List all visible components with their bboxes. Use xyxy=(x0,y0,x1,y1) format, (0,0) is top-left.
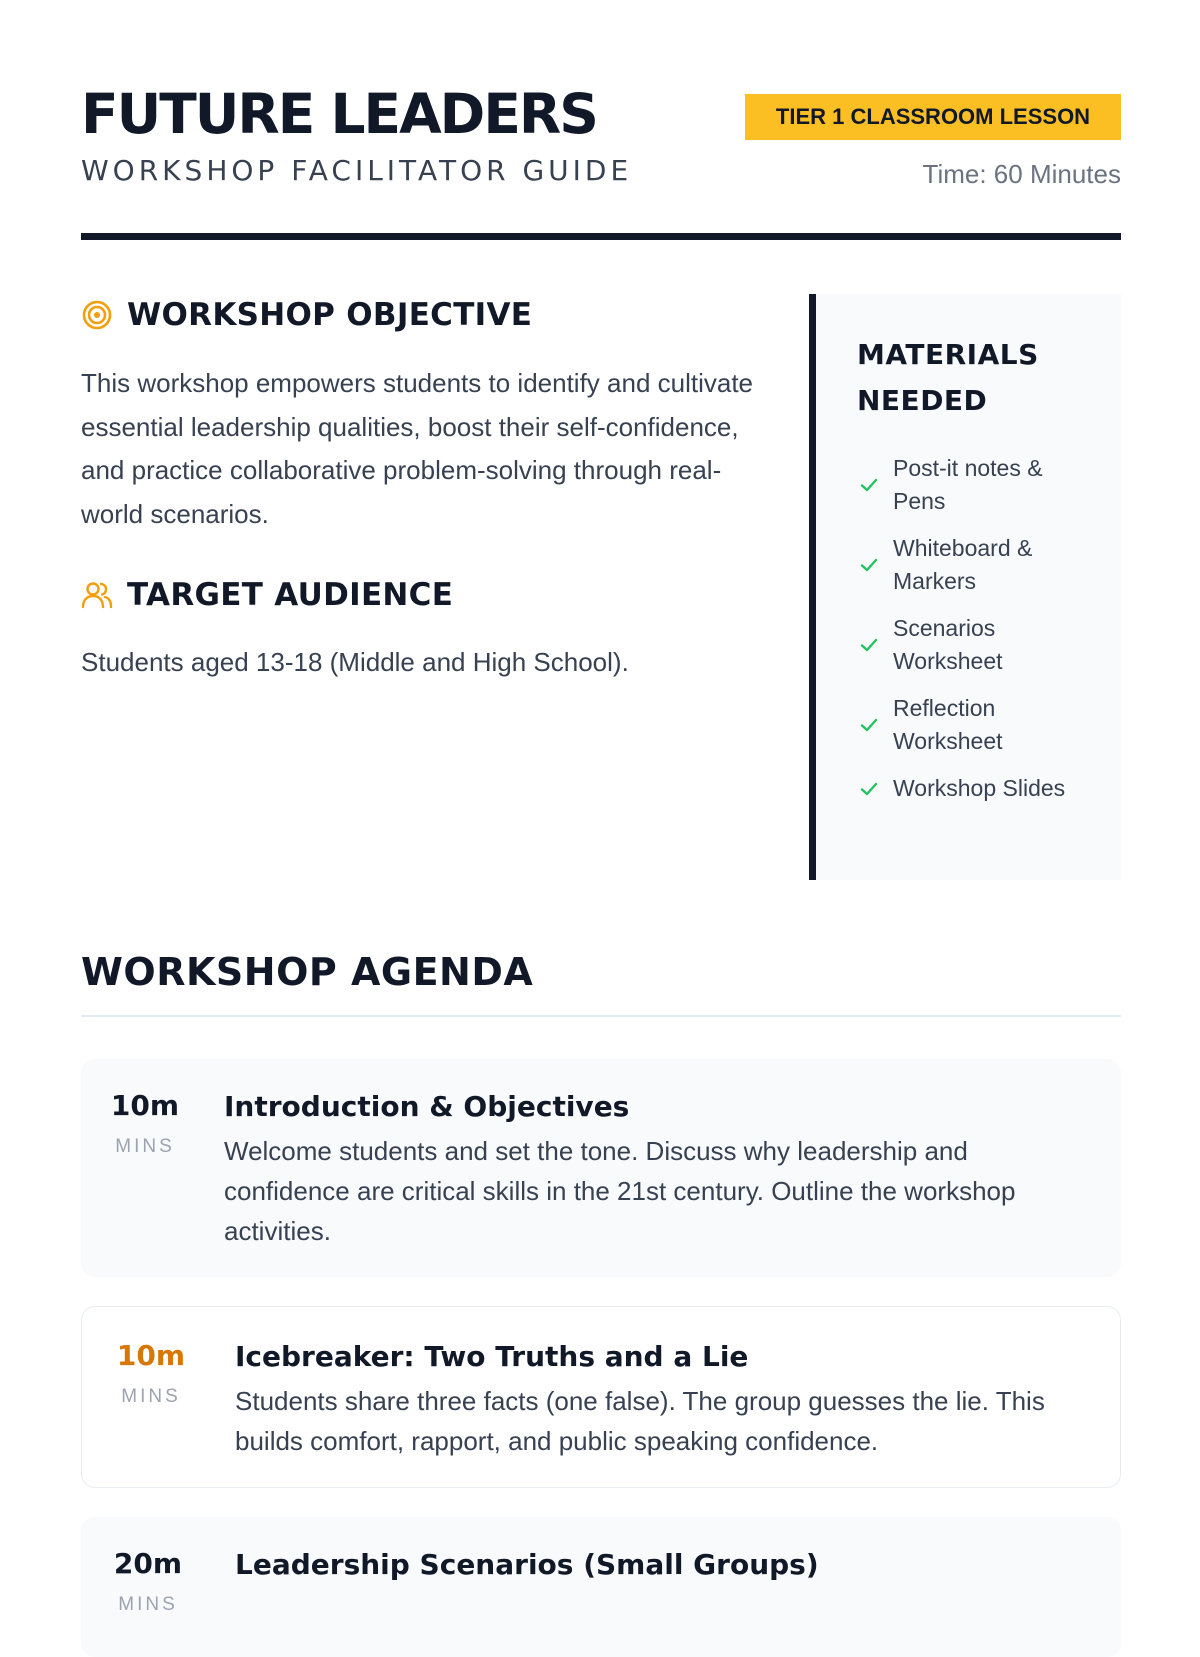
tier-badge: TIER 1 CLASSROOM LESSON xyxy=(745,94,1121,140)
agenda-item xyxy=(81,1517,1121,1657)
materials-item xyxy=(857,692,1107,758)
duration-value: 10m xyxy=(116,1339,186,1372)
materials-item xyxy=(857,772,1107,805)
duration-value: 10m xyxy=(110,1089,180,1122)
duration-value: 20m xyxy=(113,1547,183,1580)
check-icon xyxy=(857,713,881,737)
duration-unit: MINS xyxy=(118,1594,178,1615)
agenda-item xyxy=(81,1059,1121,1277)
header-divider xyxy=(81,233,1121,240)
objective-heading xyxy=(81,297,532,333)
materials-heading: MATERIALS NEEDED xyxy=(857,338,1039,417)
agenda-activity xyxy=(235,1547,1095,1589)
materials-item xyxy=(857,532,1107,598)
agenda-activity xyxy=(224,1089,1084,1251)
page-subtitle: WORKSHOP FACILITATOR GUIDE xyxy=(81,154,633,187)
materials-panel xyxy=(809,294,1121,880)
target-icon xyxy=(81,299,113,331)
materials-item-label: Scenarios Worksheet xyxy=(893,615,1003,674)
agenda-activity xyxy=(235,1339,1095,1461)
agenda-divider xyxy=(81,1015,1121,1017)
materials-item-label: Workshop Slides xyxy=(893,775,1066,801)
materials-item-label: Post-it notes & Pens xyxy=(893,455,1043,514)
activity-description: Students share three facts (one false). The group guesses the lie. This builds comfort, rapport, and public speaking confidence. xyxy=(235,1386,1045,1456)
audience-text: Students aged 13-18 (Middle and High School). xyxy=(81,647,629,677)
agenda-item xyxy=(81,1306,1121,1488)
facilitator-guide xyxy=(81,0,1121,1615)
check-icon xyxy=(857,553,881,577)
activity-title: Leadership Scenarios (Small Groups) xyxy=(235,1548,819,1581)
materials-item xyxy=(857,452,1107,518)
duration-unit: MINS xyxy=(121,1386,181,1407)
objective-text: This workshop empowers students to identify and cultivate essential leadership qualities, boost their self-confidence, and practice collaborative problem-solving through real-world scenarios. xyxy=(81,368,754,529)
agenda-duration xyxy=(81,1089,209,1159)
check-icon xyxy=(857,633,881,657)
activity-title: Icebreaker: Two Truths and a Lie xyxy=(235,1340,749,1373)
audience-heading-label: TARGET AUDIENCE xyxy=(127,577,454,613)
activity-description: Welcome students and set the tone. Discuss why leadership and confidence are critical skills in the 21st century. Outline the workshop activities. xyxy=(224,1136,1016,1246)
page-title: FUTURE LEADERS xyxy=(81,82,597,146)
activity-title: Introduction & Objectives xyxy=(224,1090,630,1123)
users-icon xyxy=(81,579,113,611)
agenda-duration xyxy=(84,1547,212,1617)
duration-text: Time: 60 Minutes xyxy=(922,159,1121,189)
materials-item-label: Reflection Worksheet xyxy=(893,695,1003,754)
duration-unit: MINS xyxy=(115,1136,175,1157)
check-icon xyxy=(857,473,881,497)
check-icon xyxy=(857,777,881,801)
materials-item xyxy=(857,612,1107,678)
agenda-heading: WORKSHOP AGENDA xyxy=(81,950,534,994)
agenda-duration xyxy=(87,1339,215,1409)
objective-heading-label: WORKSHOP OBJECTIVE xyxy=(127,297,533,333)
audience-heading xyxy=(81,577,453,613)
materials-item-label: Whiteboard & Markers xyxy=(893,535,1033,594)
